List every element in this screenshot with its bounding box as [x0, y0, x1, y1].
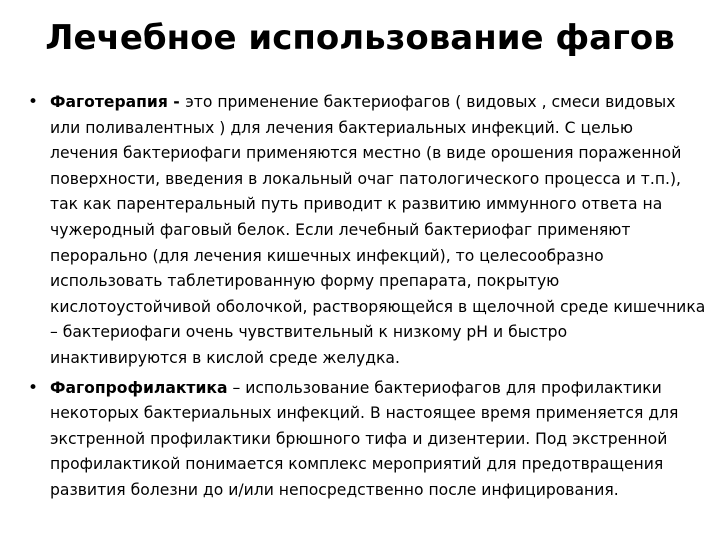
slide-title: Лечебное использование фагов — [45, 18, 675, 58]
bullet-list — [26, 90, 706, 504]
bullet-term-phage-prophylaxis: Фагопрофилактика — [50, 378, 228, 397]
bullet-text-phage-therapy: это применение бактериофагов ( видовых , смеси видовых или поливалентных ) для лечения бактериальных инфекций. С целью лечения бактериофаги применяются местно (в виде орошения пораженной поверхности, введения в локальный очаг патологического процесса и т.п.), так как парентеральный путь приводит к развитию иммунного ответа на чужеродный фаговый белок. Если лечебный бактериофаг применяют перорально (для лечения кишечных инфекций), то целесообразно использовать таблетированную форму препарата, покрытую кислотоустойчивой оболочкой, растворяющейся в щелочной среде кишечника – бактериофаги очень чувствительный к низкому рН и быстро инактивируются в кислой среде желудка. — [50, 93, 706, 367]
bullet-marker: • — [28, 377, 39, 398]
bullet-phage-prophylaxis — [26, 376, 706, 504]
bullet-text-phage-prophylaxis: – использование бактериофагов для профилактики некоторых бактериальных инфекций. В настоящее время применяется для экстренной профилактики брюшного тифа и дизентерии. Под экстренной профилактикой понимается комплекс мероприятий для предотвращения развития болезни до и/или непосредственно после инфицирования. — [50, 378, 679, 499]
bullet-marker: • — [28, 92, 39, 112]
bullet-term-phage-therapy: Фаготерапия - — [50, 93, 186, 111]
bullet-phage-therapy — [26, 90, 706, 372]
